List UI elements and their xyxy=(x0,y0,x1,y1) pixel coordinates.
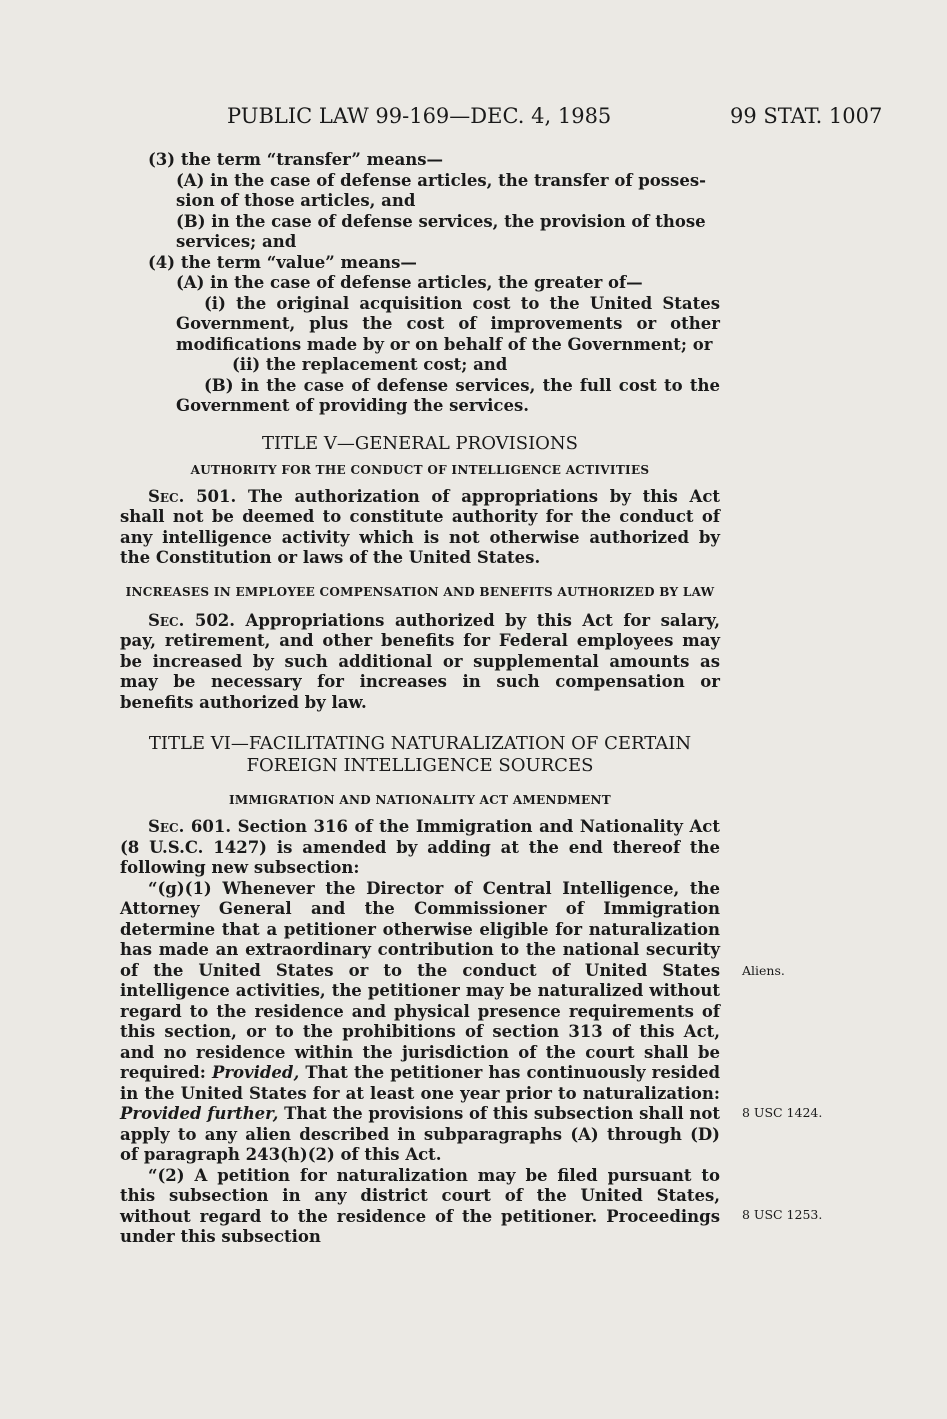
margin-note-8usc1424: 8 USC 1424. xyxy=(742,1105,823,1120)
section-501-heading: AUTHORITY FOR THE CONDUCT OF INTELLIGENCE ACTIVITIES xyxy=(190,462,650,477)
provided-further-term: Provided further, xyxy=(120,1104,279,1123)
running-header xyxy=(0,104,947,134)
section-601-text xyxy=(120,817,720,879)
para-3a-line1: (A) in the case of defense articles, the transfer of posses- xyxy=(176,170,706,190)
subsection-g1-part2: That the petitioner has continuously resided in the United States for at least one year prior to naturalization: xyxy=(120,1063,720,1103)
subsection-g1-part1: “(g)(1) Whenever the Director of Central Intelligence, the Attorney General and the Commissioner of Immigration determine that a petitioner otherwise eligible for naturalization has made an extraordinary contribution to the national security of the United States or to the conduct of United States intelligence activities, the petitioner may be naturalized without regard to the residence and physical presence requirements of this section, or to the prohibitions of section 313 of this Act, and no residence within the jurisdiction of the court shall be required: xyxy=(120,878,720,1082)
section-502-label: Sec. 502. xyxy=(148,610,236,630)
header-title: PUBLIC LAW 99-169—DEC. 4, 1985 xyxy=(227,104,612,128)
subsection-g1 xyxy=(120,879,720,1166)
section-601-body: Section 316 of the Immigration and Nationality Act (8 U.S.C. 1427) is amended by adding at the end thereof the following new subsection: xyxy=(120,817,720,877)
para-4: (4) the term “value” means— xyxy=(148,252,417,272)
provided-term: Provided, xyxy=(211,1063,300,1082)
para-4a-i: (i) the original acquisition cost to the United States Government, plus the cost of improvements or other modifications made by or on behalf of the Government; or xyxy=(176,293,720,354)
section-502-text xyxy=(120,611,720,714)
margin-note-aliens: Aliens. xyxy=(742,963,785,978)
section-501-label: Sec. 501. xyxy=(148,486,237,506)
document-body xyxy=(120,150,720,1248)
para-3b-line2: services; and xyxy=(176,232,297,251)
section-501-body: The authorization of appropriations by this Act shall not be deemed to constitute authority for the conduct of any intelligence activity which is not otherwise authorized by the Constitution or laws of the United States. xyxy=(120,486,720,567)
para-3b-line1: (B) in the case of defense services, the provision of those xyxy=(176,211,706,231)
para-4a: (A) in the case of defense articles, the greater of— xyxy=(176,273,643,292)
section-501-text xyxy=(120,487,720,569)
title-vi-heading: TITLE VI—FACILITATING NATURALIZATION OF CERTAIN FOREIGN INTELLIGENCE SOURCES xyxy=(148,733,692,776)
section-601-heading: IMMIGRATION AND NATIONALITY ACT AMENDMENT xyxy=(228,793,611,807)
para-4a-ii: (ii) the replacement cost; and xyxy=(232,355,508,374)
section-502-body: Appropriations authorized by this Act for salary, pay, retirement, and other benefits for Federal employees may be increased by such additional or supplemental amounts as may be necessary for increases in such compensation or benefits authorized by law. xyxy=(120,610,720,712)
para-4b: (B) in the case of defense services, the full cost to the Government of providing the services. xyxy=(176,375,720,415)
subsection-g2: “(2) A petition for naturalization may be filed pursuant to this subsection in any district court of the United States, without regard to the residence of the petitioner. Proceedings under this subsection xyxy=(120,1165,720,1246)
section-601-label: Sec. 601. xyxy=(148,817,232,836)
para-3a-line2: sion of those articles, and xyxy=(176,191,416,210)
para-3: (3) the term “transfer” means— xyxy=(148,150,444,169)
section-502-heading: INCREASES IN EMPLOYEE COMPENSATION AND BENEFITS AUTHORIZED BY LAW xyxy=(125,584,715,599)
title-v-heading: TITLE V—GENERAL PROVISIONS xyxy=(261,432,579,454)
header-stat-page: 99 STAT. 1007 xyxy=(730,104,883,128)
margin-note-8usc1253: 8 USC 1253. xyxy=(742,1207,823,1222)
subsection-g1-part3: That the provisions of this subsection shall not apply to any alien described in subparagraphs (A) through (D) of paragraph 243(h)(2) of this Act. xyxy=(120,1104,720,1164)
